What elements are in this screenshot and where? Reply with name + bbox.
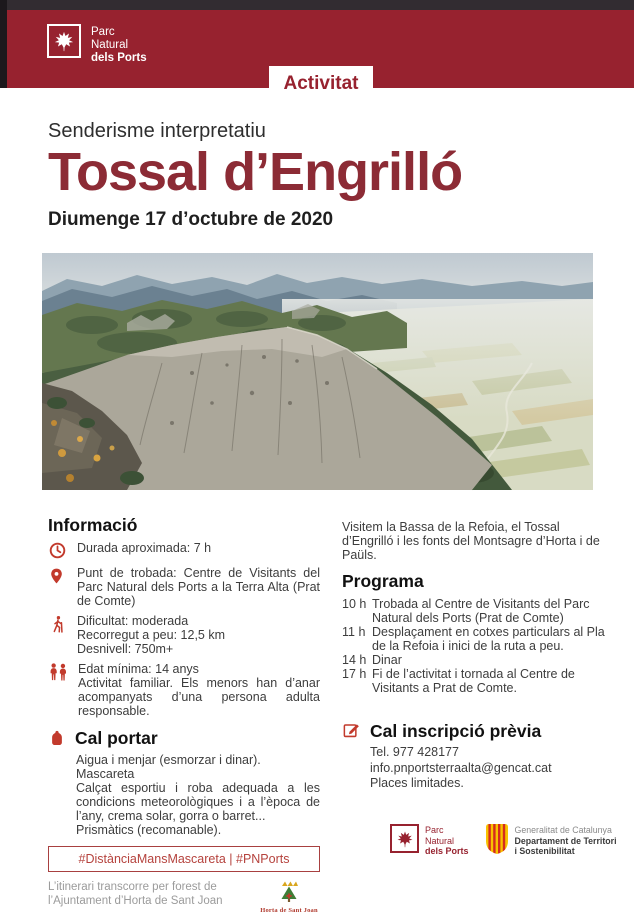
info-text [77, 614, 320, 656]
scan-edge-top [0, 0, 634, 10]
bring-item: Aigua i menjar (esmorzar i dinar). [76, 753, 261, 767]
scan-edge-left [0, 0, 7, 88]
program-item [342, 597, 614, 625]
parc-natural-logo [47, 24, 147, 66]
clock-icon [48, 541, 68, 560]
places-note: Places limitades. [370, 776, 464, 790]
bring-heading-row [48, 728, 320, 748]
event-date: Diumenge 17 d’octubre de 2020 [48, 209, 334, 231]
program-time: 14 h [342, 653, 367, 667]
logo-line: Natural [91, 39, 129, 52]
program-text: Desplaçament en cotxes particulars al Pla de la Refoia i inici de la ruta a peu. [372, 625, 605, 653]
inscription-details [342, 745, 614, 792]
info-item-min-age [48, 662, 320, 718]
inscription-heading-row [342, 721, 614, 740]
info-item-duration [48, 541, 320, 560]
generalitat-line: Departament de Territori [514, 835, 617, 846]
overview-text: Visitem la Bassa de la Refoia, el Tossal d’Engrilló i les fonts del Montsagre d’Horta i de Paüls. [342, 520, 600, 562]
program-time: 11 h [342, 625, 366, 639]
generalitat-line: i Sostenibilitat [514, 846, 575, 857]
bring-item: Prismàtics (recomanable). [76, 823, 222, 837]
horta-crest [258, 880, 320, 918]
logo-line: Natural [425, 835, 455, 846]
title-block [48, 120, 462, 231]
info-text [78, 662, 320, 718]
info-text: Punt de trobada: Centre de Visitants del Parc Natural dels Ports a la Terra Alta (Prat de Comte) [77, 566, 320, 608]
inscription-section [342, 721, 614, 792]
phone-number: Tel. 977 428177 [370, 745, 459, 759]
program-text: Trobada al Centre de Visitants del Parc Natural dels Ports (Prat de Comte) [372, 597, 590, 625]
program-list [342, 597, 614, 695]
family-icon [48, 662, 69, 718]
info-text: Durada aproximada: 7 h [77, 541, 212, 555]
forest-note-line: l’Ajuntament d’Horta de Sant Joan [48, 895, 223, 907]
forest-note [48, 880, 258, 908]
program-text: Fi de l’activitat i tornada al Centre de Visitants a Prat de Comte. [372, 667, 575, 695]
info-item-meeting-point [48, 566, 320, 608]
generalitat-text [515, 824, 617, 859]
left-column [48, 515, 320, 918]
program-text: Dinar [372, 653, 402, 667]
program-item [342, 625, 614, 653]
parc-leaf-icon [47, 24, 81, 58]
program-time: 10 h [342, 597, 367, 611]
footer-logos [390, 824, 617, 859]
info-heading: Informació [48, 515, 138, 535]
program-item [342, 667, 614, 695]
hashtag-box: #DistànciaMansMascareta | #PNPorts [48, 846, 320, 872]
info-line: Dificultat: moderada [77, 614, 189, 628]
map-pin-icon [48, 566, 68, 608]
generalitat-logo [486, 824, 617, 859]
senyera-shield-icon [486, 824, 508, 859]
program-time: 17 h [342, 667, 367, 681]
right-column [342, 518, 614, 792]
forest-note-line: L’itinerari transcorre per forest de [48, 881, 217, 893]
info-line: Edat mínima: 14 anys [78, 662, 199, 676]
logo-line: dels Ports [425, 846, 469, 857]
forest-note-row [48, 880, 320, 918]
bring-list [48, 753, 320, 837]
subtitle: Senderisme interpretatiu [48, 120, 266, 142]
page-title: Tossal d’Engrilló [48, 142, 463, 202]
landscape-photo [42, 253, 593, 490]
program-item [342, 653, 614, 667]
bring-heading: Cal portar [75, 728, 158, 748]
hiker-icon [48, 614, 68, 656]
info-line: Desnivell: 750m+ [77, 642, 174, 656]
pencil-square-icon [342, 721, 361, 740]
activity-badge: Activitat [269, 66, 373, 101]
logo-line: dels Ports [91, 52, 147, 65]
program-heading: Programa [342, 571, 424, 591]
logo-line: Parc [91, 26, 115, 38]
parc-logo-text [91, 24, 147, 66]
inscription-heading: Cal inscripció prèvia [370, 720, 542, 741]
bring-item: Mascareta [76, 767, 135, 781]
parc-footer-text [425, 824, 469, 857]
info-line: Activitat familiar. Els menors han d’anar acompanyats d’una persona adulta responsable. [78, 676, 320, 718]
info-item-difficulty [48, 614, 320, 656]
logo-line: Parc [425, 825, 444, 835]
info-line: Recorregut a peu: 12,5 km [77, 628, 225, 642]
horta-crest-label: Horta de Sant Joan [260, 907, 318, 914]
parc-natural-footer-logo [390, 824, 469, 857]
backpack-icon [48, 728, 66, 748]
email-address: info.pnportsterraalta@gencat.cat [370, 760, 552, 775]
parc-leaf-icon [390, 824, 419, 853]
bring-item: Calçat esportiu i roba adequada a les condicions meteorològiques i a l’època de l’any, crema solar, gorra o barret... [76, 781, 320, 823]
horta-crest-icon [275, 880, 303, 904]
generalitat-line: Generalitat de Catalunya [514, 825, 612, 835]
